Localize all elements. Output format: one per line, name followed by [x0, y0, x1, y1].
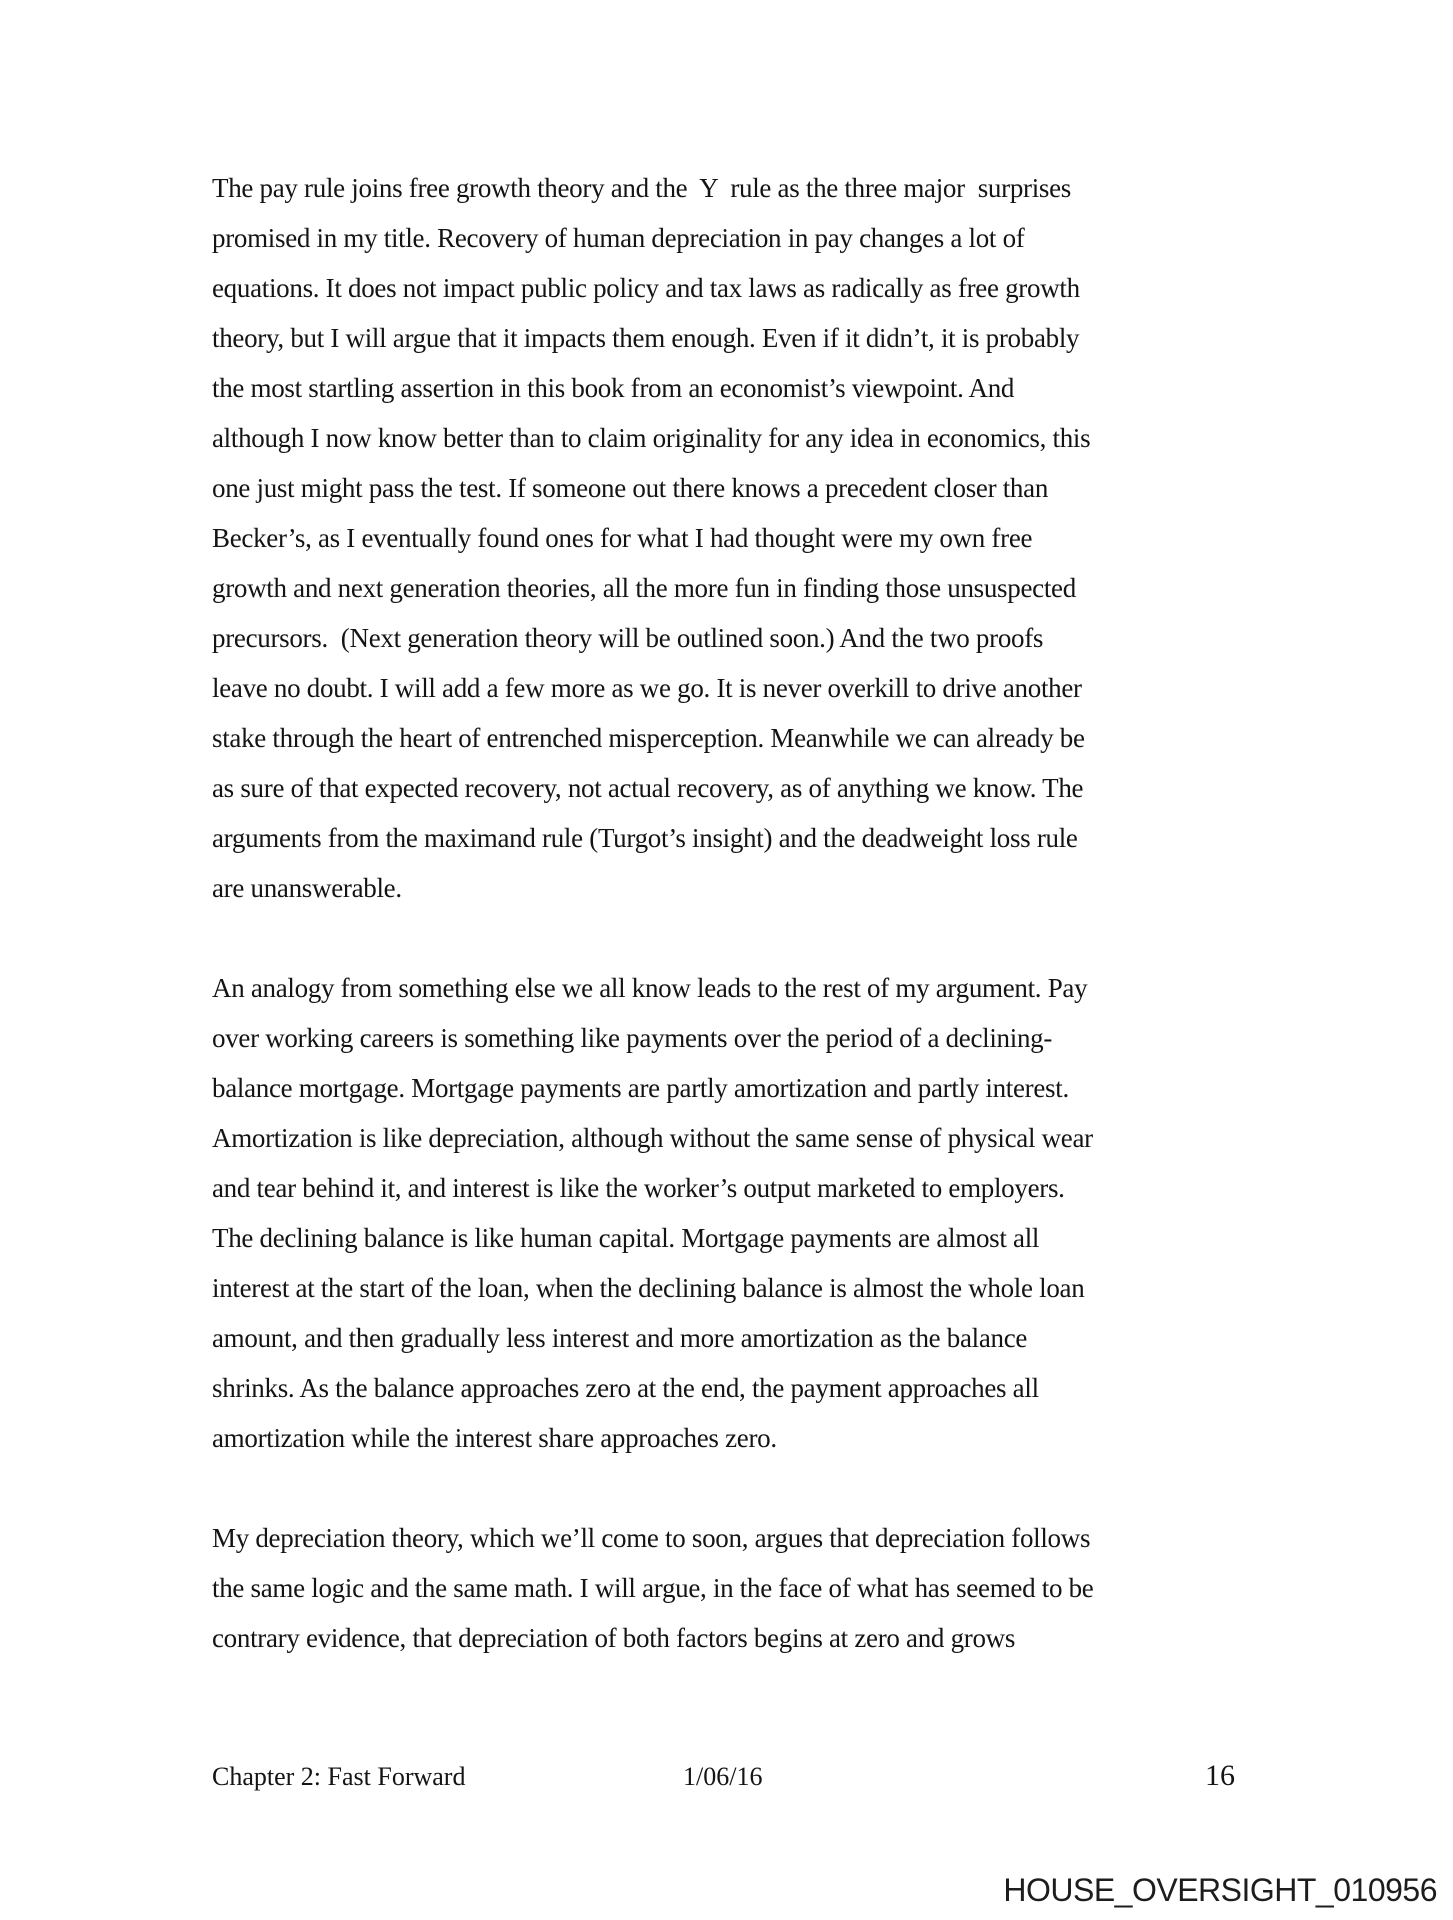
text-line: the same logic and the same math. I will argue, in the face of what has seemed to be	[212, 1573, 1094, 1603]
text-line: theory, but I will argue that it impacts them enough. Even if it didn’t, it is probably	[212, 323, 1080, 353]
text-line: amount, and then gradually less interest and more amortization as the balance	[212, 1323, 1028, 1353]
text-line: and tear behind it, and interest is like the worker’s output marketed to employers.	[212, 1173, 1065, 1203]
text-line: precursors. (Next generation theory will be outlined soon.) And the two proofs	[212, 623, 1044, 653]
text-line: stake through the heart of entrenched misperception. Meanwhile we can already be	[212, 723, 1085, 753]
text-line: balance mortgage. Mortgage payments are partly amortization and partly interest.	[212, 1073, 1069, 1103]
text-line: An analogy from something else we all know leads to the rest of my argument. Pay	[212, 973, 1088, 1003]
footer-chapter-label: Chapter 2: Fast Forward	[212, 1762, 466, 1791]
text-line: My depreciation theory, which we’ll come to soon, argues that depreciation follows	[212, 1523, 1091, 1553]
text-line: Becker’s, as I eventually found ones for what I had thought were my own free	[212, 523, 1033, 553]
bates-stamp: HOUSE_OVERSIGHT_010956	[1003, 1872, 1437, 1908]
text-line: as sure of that expected recovery, not actual recovery, as of anything we know. The	[212, 773, 1084, 803]
text-line: are unanswerable.	[212, 873, 402, 903]
text-line: over working careers is something like payments over the period of a declining-	[212, 1023, 1053, 1053]
text-line: growth and next generation theories, all the more fun in finding those unsuspected	[212, 573, 1076, 603]
text-line: arguments from the maximand rule (Turgot’s insight) and the deadweight loss rule	[212, 823, 1078, 853]
footer-date: 1/06/16	[683, 1762, 763, 1791]
text-line: shrinks. As the balance approaches zero at the end, the payment approaches all	[212, 1373, 1039, 1403]
text-line: although I now know better than to claim originality for any idea in economics, this	[212, 423, 1091, 453]
text-line: promised in my title. Recovery of human depreciation in pay changes a lot of	[212, 223, 1025, 253]
text-line: interest at the start of the loan, when the declining balance is almost the whole loan	[212, 1273, 1085, 1303]
text-line: one just might pass the test. If someone out there knows a precedent closer than	[212, 473, 1049, 503]
text-line: the most startling assertion in this book from an economist’s viewpoint. And	[212, 373, 1015, 403]
text-line: amortization while the interest share approaches zero.	[212, 1423, 777, 1453]
text-line: equations. It does not impact public policy and tax laws as radically as free growth	[212, 273, 1080, 303]
page-body	[212, 163, 1222, 1663]
text-line: contrary evidence, that depreciation of both factors begins at zero and grows	[212, 1623, 1016, 1653]
text-line: The pay rule joins free growth theory and the Y rule as the three major surprises	[212, 173, 1072, 203]
text-line: leave no doubt. I will add a few more as we go. It is never overkill to drive another	[212, 673, 1082, 703]
text-line: The declining balance is like human capital. Mortgage payments are almost all	[212, 1223, 1040, 1253]
paragraph	[212, 163, 1222, 913]
page-number: 16	[1205, 1759, 1235, 1792]
text-line: Amortization is like depreciation, although without the same sense of physical wear	[212, 1123, 1093, 1153]
paragraph	[212, 963, 1222, 1463]
paragraph	[212, 1513, 1222, 1663]
